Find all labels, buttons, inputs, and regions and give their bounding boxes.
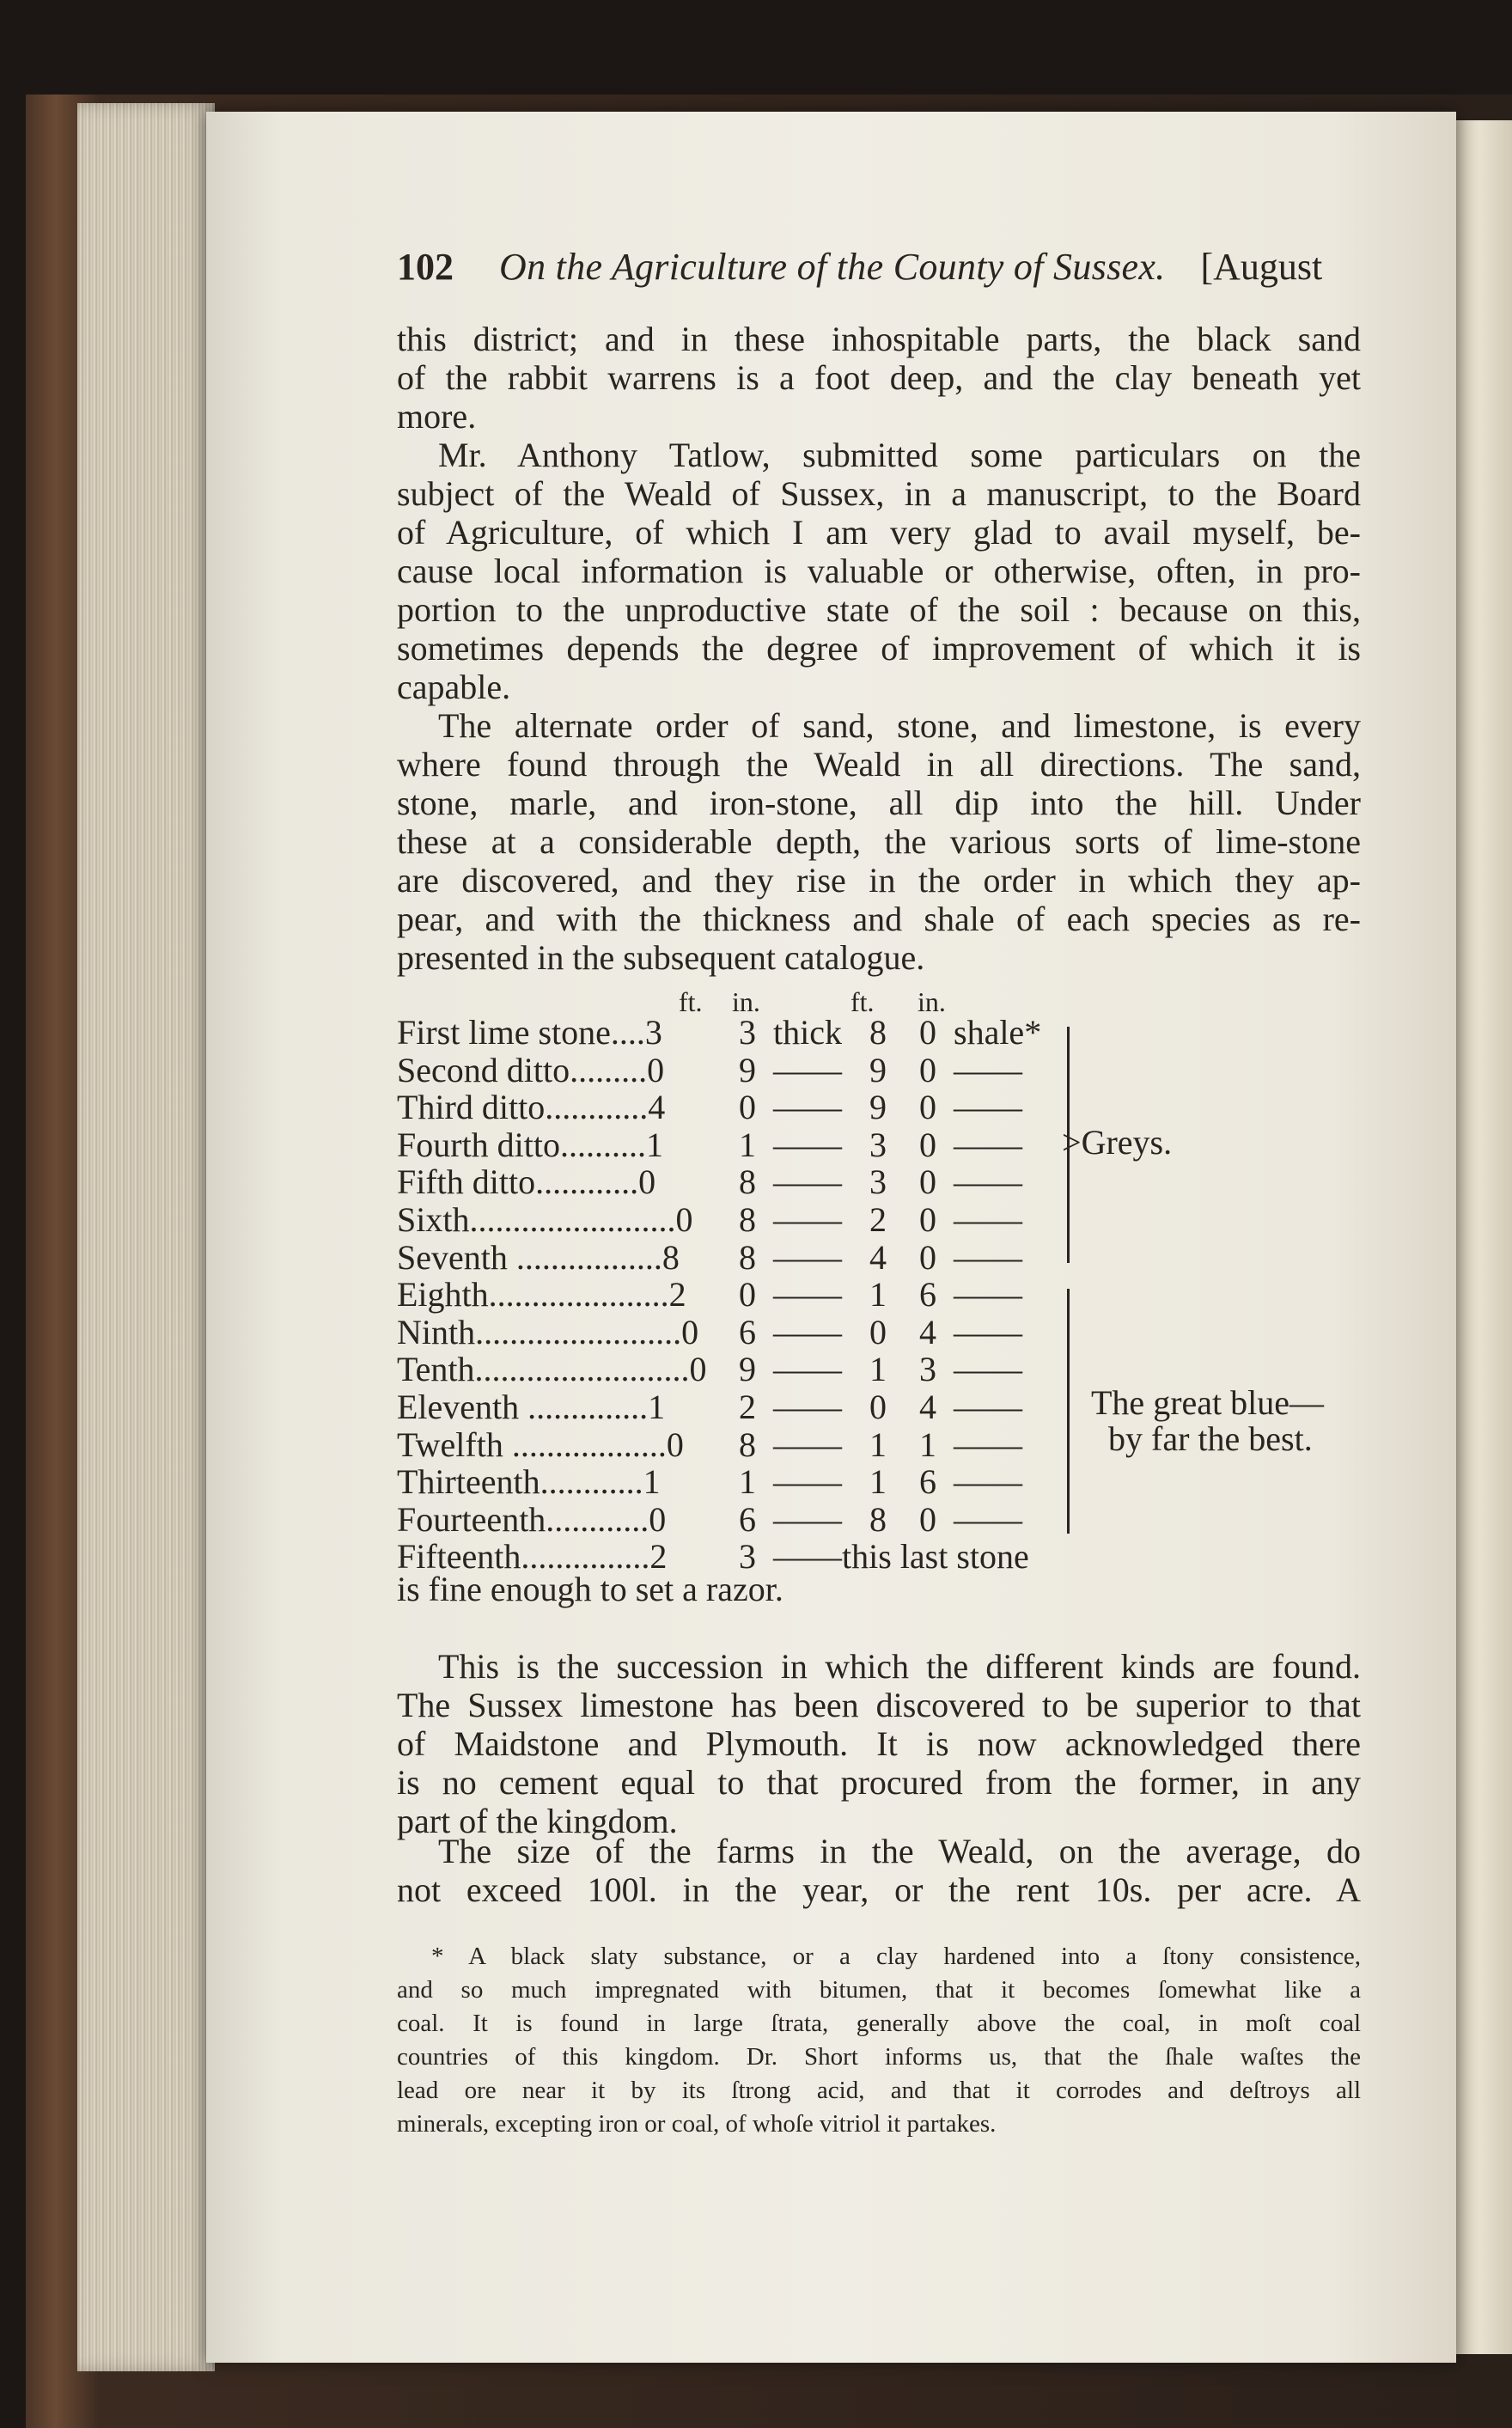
footnote-line: lead ore near it by its ſtrong acid, and that it corrodes and deſtroys all [397,2077,1361,2104]
paragraph-4 [397,1647,1361,1840]
row-shale-label: —— [954,1050,1022,1089]
row-shale-feet: 3 [869,1162,887,1202]
text-line: pear, and with the thickness and shale of each species as re- [397,900,1361,938]
row-thickness: —— [773,1088,842,1127]
row-inches: 8 [739,1162,756,1202]
row-thickness: ——this last stone [773,1537,1029,1577]
greys-text: Greys. [1081,1123,1173,1162]
row-name: Sixth........................0 [397,1200,693,1239]
row-shale-inches: 0 [919,1200,936,1239]
row-shale-label: —— [954,1462,1022,1502]
text-line: where found through the Weald in all directions. The sand, [397,745,1361,784]
row-shale-inches: 0 [919,1162,936,1202]
row-inches: 1 [739,1125,756,1164]
great-blue-label-2: by far the best. [1108,1419,1313,1458]
footnote-line: minerals, excepting iron or coal, of whoſe vitriol it partakes. [397,2110,997,2138]
row-thickness: —— [773,1499,842,1539]
row-shale-feet: 0 [869,1388,887,1426]
row-shale-inches: 4 [919,1312,936,1351]
text-line: The Sussex limestone has been discovered to be superior to that [397,1686,1361,1724]
row-shale-label: —— [954,1200,1022,1239]
row-shale-inches: 4 [919,1388,936,1426]
col-header-ft-2: ft. [850,986,875,1017]
row-shale-inches: 6 [919,1462,936,1502]
footnote-line: and so much impregnated with bitumen, that it becomes ſomewhat like a [397,1976,1361,2004]
row-shale-feet: 9 [869,1050,887,1089]
row-inches: 6 [739,1312,756,1351]
row-inches: 6 [739,1499,756,1539]
running-title: On the Agriculture of the County of Sussex. [499,246,1166,288]
row-shale-inches: 0 [919,1013,936,1052]
row-shale-feet: 8 [869,1499,887,1539]
row-shale-label: —— [954,1424,1022,1464]
row-name: Fifteenth...............2 [397,1537,668,1577]
paragraph-1 [397,320,1361,436]
text-line: cause local information is valuable or otherwise, often, in pro- [397,552,1361,590]
row-shale-feet: 3 [869,1125,887,1164]
row-shale-label: —— [954,1088,1022,1127]
row-shale-inches: 0 [919,1050,936,1089]
paragraph-3 [397,706,1361,977]
text-line: these at a considerable depth, the various sorts of lime-stone [397,822,1361,861]
row-inches: 8 [739,1237,756,1277]
col-header-in-1: in. [732,986,760,1017]
text-line: part of the kingdom. [397,1802,678,1840]
row-inches: 2 [739,1388,756,1426]
row-name: Eleventh ..............1 [397,1388,666,1426]
text-line: The size of the farms in the Weald, on the average, do [438,1832,1361,1870]
row-shale-inches: 0 [919,1125,936,1164]
row-shale-inches: 1 [919,1424,936,1464]
row-name: Thirteenth............1 [397,1462,661,1502]
row-name: Twelfth ..................0 [397,1424,684,1464]
col-header-ft-1: ft. [679,986,703,1017]
text-line: more. [397,397,477,436]
row-name: Third ditto............4 [397,1088,666,1127]
row-inches: 0 [739,1088,756,1127]
row-inches: 9 [739,1050,756,1089]
row-shale-feet: 2 [869,1200,887,1239]
row-shale-label: —— [954,1350,1022,1389]
footnote [397,1940,1361,2141]
row-shale-inches: 6 [919,1275,936,1315]
text-line: This is the succession in which the different kinds are found. [438,1647,1361,1686]
row-name: Second ditto.........0 [397,1050,665,1089]
row-shale-label: —— [954,1162,1022,1202]
row-inches: 0 [739,1275,756,1315]
row-name: Fourteenth............0 [397,1499,667,1539]
text-line: of the rabbit warrens is a foot deep, and the clay beneath yet [397,358,1361,397]
row-shale-feet: 0 [869,1312,887,1351]
paragraph-2 [397,436,1361,706]
row-shale-label: —— [954,1237,1022,1277]
table-after-line: is fine enough to set a razor. [397,1570,783,1608]
text-line: capable. [397,668,511,706]
row-name: Fifth ditto............0 [397,1162,656,1202]
row-shale-inches: 3 [919,1350,936,1389]
row-name: Eighth.....................2 [397,1275,686,1315]
text-line: subject of the Weald of Sussex, in a manuscript, to the Board [397,474,1361,513]
text-line: not exceed 100l. in the year, or the rent 10s. per acre. A [397,1870,1361,1909]
text-line: sometimes depends the degree of improvement of which it is [397,629,1361,668]
text-line: are discovered, and they rise in the order in which they ap- [397,861,1361,900]
brace-great-blue [1067,1289,1070,1534]
footnote-line: countries of this kingdom. Dr. Short informs us, that the ſhale waſtes the [397,2043,1361,2071]
paragraph-5 [397,1832,1361,1909]
row-shale-inches: 0 [919,1499,936,1539]
col-header-in-2: in. [918,986,946,1017]
row-thickness: —— [773,1050,842,1089]
row-inches: 8 [739,1424,756,1464]
row-name: First lime stone....3 [397,1013,662,1052]
text-line: of Maidstone and Plymouth. It is now acknowledged there [397,1724,1361,1763]
footnote-line: coal. It is found in large ſtrata, generally above the coal, in moſt coal [397,2010,1361,2037]
row-thickness: —— [773,1237,842,1277]
row-inches: 9 [739,1350,756,1389]
row-shale-label: —— [954,1499,1022,1539]
text-line: stone, marle, and iron-stone, all dip into the hill. Under [397,784,1361,822]
running-month: [August [1200,246,1323,288]
row-shale-label: —— [954,1125,1022,1164]
page-edges [77,103,215,2371]
row-inches: 3 [739,1013,756,1052]
page-number: 102 [397,246,454,288]
text-line: is no cement equal to that procured from the former, in any [397,1763,1361,1802]
row-thickness: —— [773,1200,842,1239]
row-shale-feet: 9 [869,1088,887,1127]
row-thickness: —— [773,1388,842,1426]
text-line: The alternate order of sand, stone, and limestone, is every [438,706,1361,745]
row-shale-feet: 1 [869,1424,887,1464]
text-line: presented in the subsequent catalogue. [397,938,925,977]
row-shale-feet: 4 [869,1237,887,1277]
row-name: Seventh .................8 [397,1237,680,1277]
row-name: Ninth........................0 [397,1312,699,1351]
row-thickness: —— [773,1350,842,1389]
text-line: of Agriculture, of which I am very glad to avail myself, be- [397,513,1361,552]
row-thickness: —— [773,1312,842,1351]
greys-label: >Greys. [1062,1123,1173,1162]
row-shale-feet: 1 [869,1462,887,1502]
row-thickness: —— [773,1125,842,1164]
row-thickness: —— [773,1462,842,1502]
row-shale-label: —— [954,1275,1022,1315]
row-shale-label: —— [954,1388,1022,1426]
row-inches: 1 [739,1462,756,1502]
row-inches: 8 [739,1200,756,1239]
row-shale-feet: 1 [869,1350,887,1389]
row-inches: 3 [739,1537,756,1577]
text-line: this district; and in these inhospitable parts, the black sand [397,320,1361,358]
row-shale-inches: 0 [919,1088,936,1127]
row-shale-inches: 0 [919,1237,936,1277]
great-blue-label-1: The great blue— [1091,1383,1324,1422]
row-thickness: —— [773,1275,842,1315]
row-shale-feet: 1 [869,1275,887,1315]
row-thickness: thick [773,1013,842,1052]
row-name: Tenth.........................0 [397,1350,707,1389]
row-thickness: —— [773,1162,842,1202]
running-header [397,245,1322,289]
text-line: portion to the unproductive state of the soil : because on this, [397,590,1361,629]
row-shale-label: —— [954,1312,1022,1351]
footnote-line: * A black slaty substance, or a clay hardened into a ſtony consistence, [431,1943,1361,1970]
row-shale-feet: 8 [869,1013,887,1052]
facing-page-edge [1456,120,1512,2354]
row-thickness: —— [773,1424,842,1464]
row-name: Fourth ditto..........1 [397,1125,664,1164]
text-line: Mr. Anthony Tatlow, submitted some particulars on the [438,436,1361,474]
row-shale-label: shale* [954,1013,1042,1052]
